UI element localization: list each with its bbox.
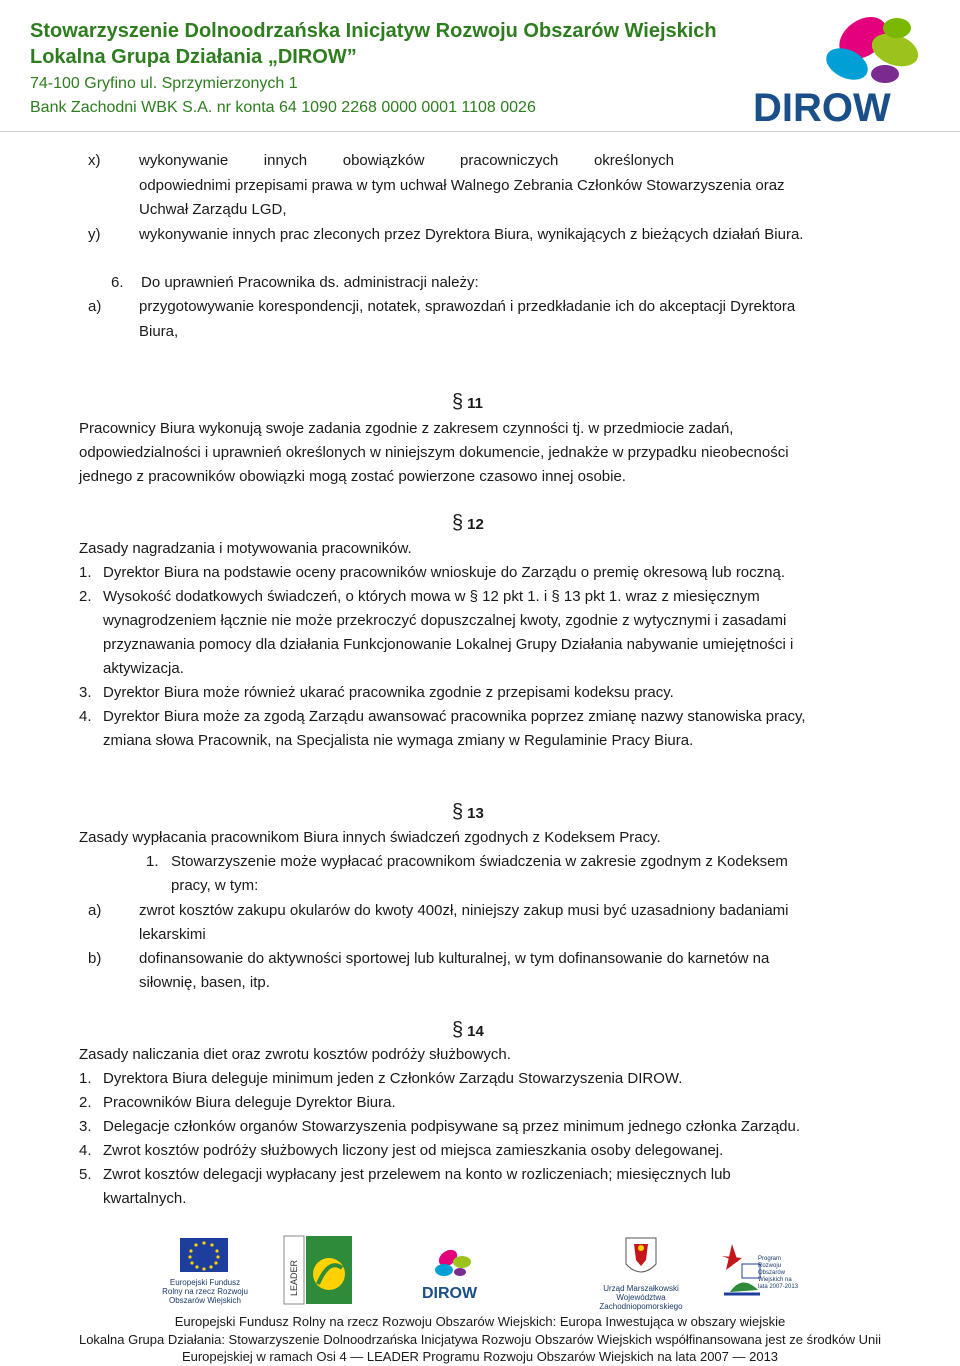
org-address: 74-100 Gryfino ul. Sprzymierzonych 1 <box>30 75 298 92</box>
dirow-footer-logo <box>416 1244 488 1302</box>
item-x-line1: wykonywanie innych obowiązków pracowniczych określonych <box>139 152 674 169</box>
section-number: 14 <box>467 1023 484 1040</box>
item-y-label: y) <box>88 226 101 243</box>
s12-item-2-line3: przyznawania pomocy dla działania Funkcjonowanie Lokalnej Grupy Działania nabywanie umiejętności i <box>103 636 794 653</box>
eu-logo <box>160 1236 250 1304</box>
s12-item-2-line1: Wysokość dodatkowych świadczeń, o których mowa w § 12 pkt 1. i § 13 pkt 1. wraz z miesięcznym <box>103 588 760 605</box>
griffin-coat-of-arms-icon <box>596 1234 686 1284</box>
leader-text: LEADER <box>289 1259 299 1296</box>
s13-b-line2: siłownię, basen, itp. <box>139 974 270 991</box>
s12-num-1: 1. <box>79 564 92 581</box>
item-x-line2: odpowiednimi przepisami prawa w tym uchwał Walnego Zebrania Członków Stowarzyszenia oraz <box>139 177 785 194</box>
s13-a-label: a) <box>88 902 102 919</box>
header-divider <box>0 131 960 132</box>
s13-num-1: 1. <box>146 853 159 870</box>
s11-line2: odpowiedzialności i uprawnień określonych w niniejszym dokumencie, jednakże w przypadku nieobecności <box>79 444 789 461</box>
section-number: 12 <box>467 516 484 533</box>
section-12-heading <box>452 512 484 535</box>
footer-line1: Europejski Fundusz Rolny na rzecz Rozwoju Obszarów Wiejskich: Europa Inwestująca w obszary wiejskie <box>174 1314 786 1329</box>
s12-item-4-line2: zmiana słowa Pracownik, na Specjalista nie wymaga zmiany w Regulaminie Pracy Biura. <box>103 732 694 749</box>
s12-item-1: Dyrektor Biura na podstawie oceny pracowników wnioskuje do Zarządu o premię okresową lub roczną. <box>103 564 786 581</box>
footer-line2: Lokalna Grupa Działania: Stowarzyszenie Dolnoodrzańska Inicjatywa Rozwoju Obszarów Wiejskich współfinansowana jest ze środków Unii <box>78 1332 882 1347</box>
point-6-text: Do uprawnień Pracownika ds. administracji należy: <box>141 274 479 291</box>
s14-num-2: 2. <box>79 1094 92 1111</box>
eu-flag-icon <box>160 1236 250 1276</box>
footer-line3: Europejskiej w ramach Osi 4 — LEADER Programu Rozwoju Obszarów Wiejskich na lata 2007 — 2013 <box>181 1349 779 1364</box>
s14-intro: Zasady naliczania diet oraz zwrotu kosztów podróży służbowych. <box>79 1046 511 1063</box>
s12-num-4: 4. <box>79 708 92 725</box>
s14-num-5: 5. <box>79 1166 92 1183</box>
s13-a-line2: lekarskimi <box>139 926 206 943</box>
dirow-flower-icon <box>416 1244 488 1302</box>
prow-logo <box>712 1234 802 1306</box>
item-x-label: x) <box>88 152 101 169</box>
s12-item-4-line1: Dyrektor Biura może za zgodą Zarządu awansować pracownika poprzez zmianę nazwy stanowiska pracy, <box>103 708 806 725</box>
s14-item-4: Zwrot kosztów podróży służbowych liczony jest od miejsca zamieszkania osoby delegowanej. <box>103 1142 724 1159</box>
item-x-line3: Uchwał Zarządu LGD, <box>139 201 287 218</box>
logo-text: DIROW <box>753 86 891 126</box>
paragraph-symbol: § <box>452 1019 464 1041</box>
item-a-line2: Biura, <box>139 323 179 340</box>
leader-icon <box>282 1234 354 1306</box>
s13-item-1-line2: pracy, w tym: <box>171 877 259 894</box>
point-6-number: 6. <box>111 274 124 291</box>
s14-num-3: 3. <box>79 1118 92 1135</box>
section-number: 11 <box>467 395 483 412</box>
paragraph-symbol: § <box>452 391 464 413</box>
section-14-heading <box>452 1019 484 1042</box>
s12-item-2-line2: wynagrodzeniem łącznie nie może przekroczyć dopuszczalnej kwoty, zgodnie z wytycznymi i zasadami <box>103 612 787 629</box>
s14-num-4: 4. <box>79 1142 92 1159</box>
s12-intro: Zasady nagradzania i motywowania pracowników. <box>79 540 412 557</box>
prow-label: Program Rozwoju Obszarów Wiejskich na lata 2007-2013 <box>758 1256 799 1290</box>
dirow-footer-text: DIROW <box>422 1285 478 1302</box>
s13-a-line1: zwrot kosztów zakupu okularów do kwoty 400zł, niniejszy zakup musi być uzasadniony badaniami <box>139 902 789 919</box>
footer-logos <box>0 1230 960 1310</box>
lgd-name: Lokalna Grupa Działania „DIROW” <box>30 46 357 68</box>
urzad-label: Urząd Marszałkowski Województwa Zachodniopomorskiego <box>599 1284 683 1311</box>
s12-item-2-line4: aktywizacja. <box>103 660 184 677</box>
paragraph-symbol: § <box>452 512 464 534</box>
s13-b-line1: dofinansowanie do aktywności sportowej lub kulturalnej, w tym dofinansowanie do karnetów na <box>139 950 770 967</box>
paragraph-symbol: § <box>452 801 464 823</box>
item-a-label: a) <box>88 298 102 315</box>
s14-num-1: 1. <box>79 1070 92 1087</box>
s11-line3: jednego z pracowników obowiązki mogą zostać powierzone czasowo innej osobie. <box>79 468 626 485</box>
bank-account: Bank Zachodni WBK S.A. nr konta 64 1090 2268 0000 0001 1108 0026 <box>30 99 536 116</box>
s14-item-2: Pracowników Biura deleguje Dyrektor Biura. <box>103 1094 396 1111</box>
section-number: 13 <box>467 805 484 822</box>
item-y-line1: wykonywanie innych prac zleconych przez Dyrektora Biura, wynikających z bieżących działań Biura. <box>139 226 804 243</box>
section-13-heading <box>452 801 484 824</box>
s13-item-1-line1: Stowarzyszenie może wypłacać pracownikom świadczenia w zakresie zgodnym z Kodeksem <box>171 853 788 870</box>
s14-item-5-line2: kwartalnych. <box>103 1190 187 1207</box>
eu-logo-label: Europejski Fundusz Rolny na rzecz Rozwoju Obszarów Wiejskich <box>162 1278 248 1305</box>
s12-num-2: 2. <box>79 588 92 605</box>
urzad-logo <box>596 1234 686 1311</box>
s13-b-label: b) <box>88 950 102 967</box>
item-a-line1: przygotowywanie korespondencji, notatek, sprawozdań i przedkładanie ich do akceptacji Dyrektora <box>139 298 796 315</box>
s12-num-3: 3. <box>79 684 92 701</box>
s14-item-5-line1: Zwrot kosztów delegacji wypłacany jest przelewem na konto w rozliczeniach; miesięcznych lub <box>103 1166 731 1183</box>
s14-item-1: Dyrektora Biura deleguje minimum jeden z Członków Zarządu Stowarzyszenia DIROW. <box>103 1070 683 1087</box>
dirow-logo <box>735 6 935 126</box>
page-header <box>0 0 960 132</box>
leader-logo <box>282 1234 354 1306</box>
org-name: Stowarzyszenie Dolnoodrzańska Inicjatyw Rozwoju Obszarów Wiejskich <box>30 20 717 42</box>
s12-item-3: Dyrektor Biura może również ukarać pracownika zgodnie z przepisami kodeksu pracy. <box>103 684 674 701</box>
s11-line1: Pracownicy Biura wykonują swoje zadania zgodnie z zakresem czynności tj. w przedmiocie zadań, <box>79 420 734 437</box>
s14-item-3: Delegacje członków organów Stowarzyszenia podpisywane są przez minimum jednego członka Zarządu. <box>103 1118 801 1135</box>
section-11-heading <box>452 391 483 414</box>
s13-intro: Zasady wypłacania pracownikom Biura innych świadczeń zgodnych z Kodeksem Pracy. <box>79 829 661 846</box>
